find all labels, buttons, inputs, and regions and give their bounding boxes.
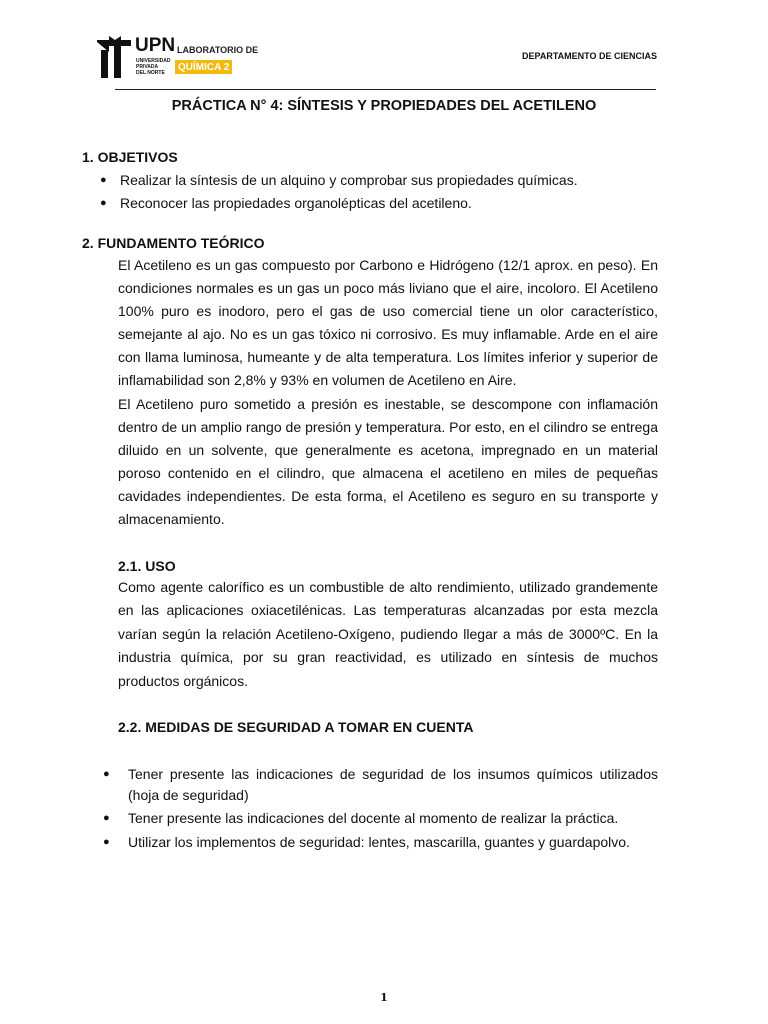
section-uso-heading: 2.1. USO	[118, 558, 176, 574]
uso-paragraph: Como agente calorífico es un combustible de alto rendimiento, utilizado grandemente en las aplicaciones oxiacetilénicas. Las temperaturas alcanzadas por esta mezcla varían según la relación Acetileno-Oxígeno, pudiendo llegar a más de 3000ºC. En la industria química, por su gran reactividad, es utilizado en síntesis de muchos productos orgánicos.	[118, 579, 658, 689]
lab-label: LABORATORIO DE	[177, 45, 259, 55]
page-number: 1	[380, 991, 388, 1004]
fundamento-paragraph-1: El Acetileno es un gas compuesto por Carbono e Hidrógeno (12/1 aprox. en peso). En condiciones normales es un gas un poco más liviano que el aire, incoloro. El Acetileno 100% puro es inodoro, pero el gas de uso comercial tiene un olor característico, semejante al ajo. No es un gas tóxico ni corrosivo. Es muy inflamable. Arde en el aire con llama luminosa, humeante y de alta temperatura. Los límites inferior y superior de inflamabilidad son 2,8% y 93% en volumen de Acetileno en Aire.	[118, 257, 658, 389]
page-title: PRÁCTICA N° 4: SÍNTESIS Y PROPIEDADES DEL ACETILENO	[171, 98, 597, 114]
fundamento-paragraph-2: El Acetileno puro sometido a presión es inestable, se descompone con inflamación dentro de un amplio rango de presión y temperatura. Por esto, en el cilindro se entrega diluido en un solvente, que generalmente es acetona, impregnado en un material poroso contenido en el cilindro, que almacena el acetileno en miles de pequeñas cavidades independientes. De esta forma, el Acetileno es seguro en su transporte y almacenamiento.	[118, 396, 658, 528]
page-header	[95, 30, 657, 90]
bullet-icon: ●	[100, 197, 107, 209]
header-divider	[115, 89, 656, 90]
logo-text: UPN	[135, 35, 176, 56]
bullet-icon: ●	[103, 836, 110, 848]
section-fundamento-heading: 2. FUNDAMENTO TEÓRICO	[82, 235, 265, 251]
bullet-icon: ●	[103, 768, 110, 780]
bullet-icon: ●	[103, 812, 110, 824]
section-objetivos-heading: 1. OBJETIVOS	[82, 149, 178, 165]
department-label: DEPARTAMENTO DE CIENCIAS	[521, 51, 657, 61]
course-badge: QUÍMICA 2	[175, 60, 232, 74]
section-seguridad-heading: 2.2. MEDIDAS DE SEGURIDAD A TOMAR EN CUENTA	[118, 719, 474, 735]
bullet-icon: ●	[100, 174, 107, 186]
logo-subtitle: UNIVERSIDAD PRIVADA DEL NORTE	[136, 58, 171, 76]
upn-logo-icon	[95, 36, 133, 78]
